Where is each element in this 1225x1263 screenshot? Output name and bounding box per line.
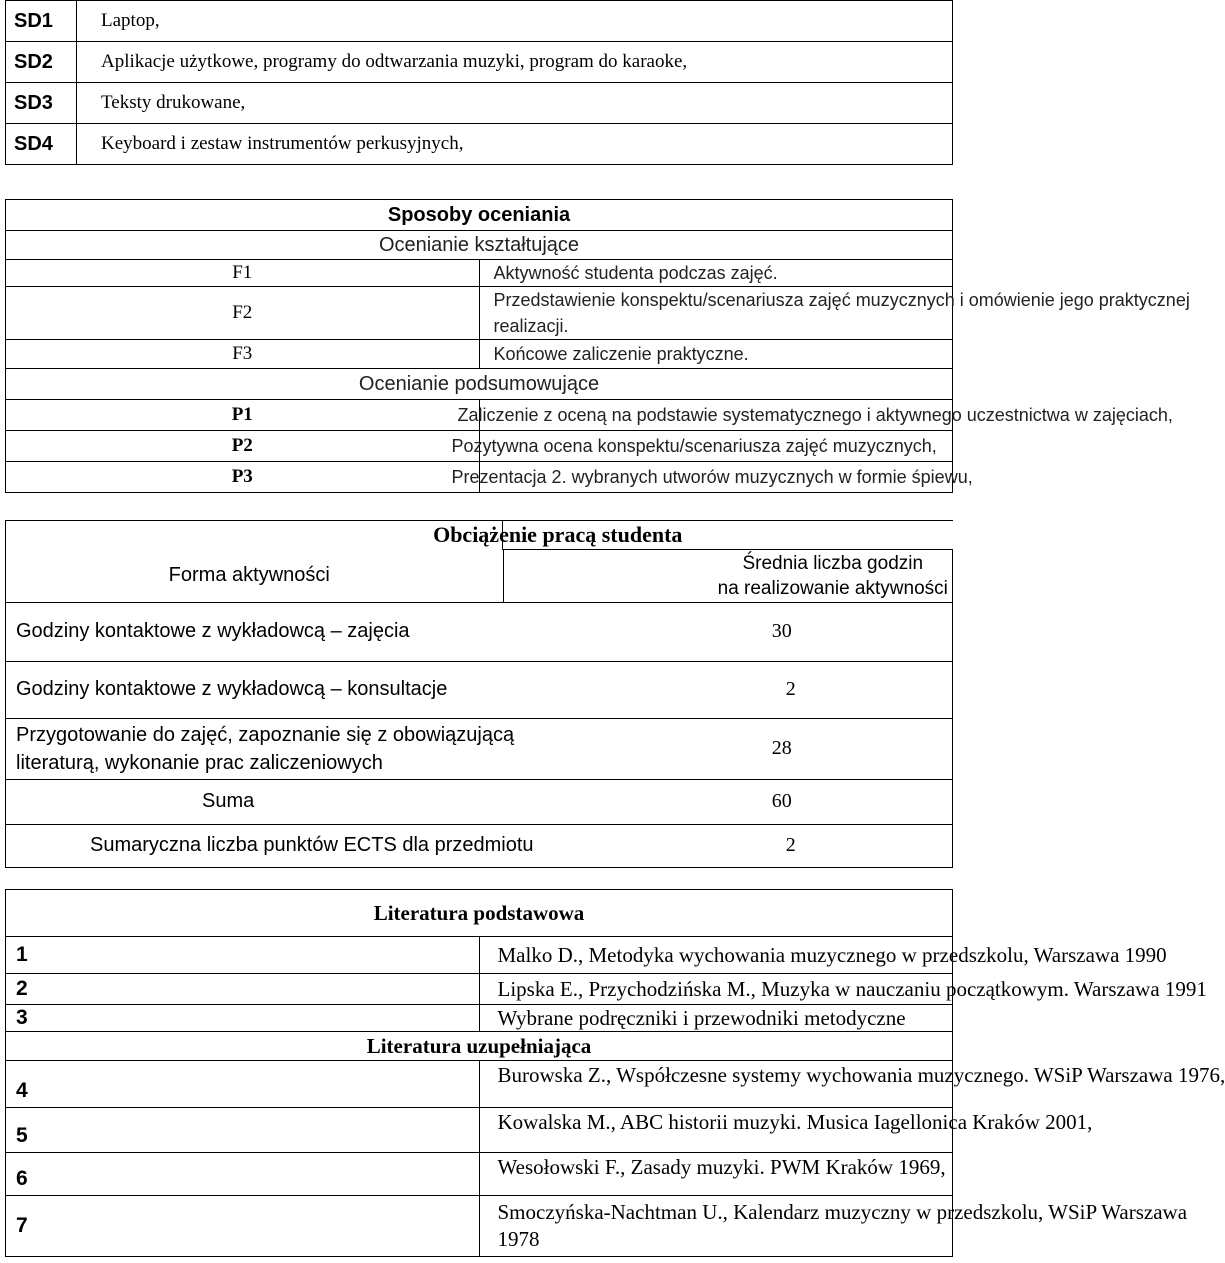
aid-code: SD1 — [6, 1, 77, 42]
workload-sum-label: Suma — [6, 779, 728, 824]
summative-title: Ocenianie podsumowujące — [6, 369, 953, 400]
table-row — [6, 1108, 953, 1153]
table-row — [6, 260, 953, 287]
assessment-text — [451, 462, 973, 493]
literature-text — [479, 1196, 1188, 1257]
aid-text: Keyboard i zestaw instrumentów perkusyjnych, — [77, 124, 953, 165]
literature-num: 5 — [6, 1108, 480, 1153]
assessment-text: Aktywność studenta podczas zajęć. — [479, 260, 953, 287]
table-row — [6, 1, 953, 42]
assessment-text-line: Zaliczenie z oceną na podstawie systematycznego i aktywnego uczestnictwa w zajęciach, — [457, 405, 1173, 425]
workload-title: Obciążenie pracą studenta — [433, 522, 683, 547]
assessment-text — [451, 431, 953, 462]
literature-text: Lipska E., Przychodzińska M., Muzyka w nauczaniu początkowym. Warszawa 1991 — [479, 974, 953, 1005]
aid-text: Aplikacje użytkowe, programy do odtwarzania muzyki, program do karaoke, — [77, 42, 953, 83]
assessment-text-line: Prezentacja 2. wybranych utworów muzycznych w formie śpiewu, — [451, 467, 973, 487]
basic-literature-title: Literatura podstawowa — [6, 890, 953, 937]
literature-text: Burowska Z., Współczesne systemy wychowania muzycznego. WSiP Warszawa 1976, — [479, 1061, 953, 1108]
table-row — [6, 890, 953, 937]
assessment-table — [5, 199, 1190, 493]
table-row — [6, 1196, 953, 1257]
assessment-code: F3 — [6, 340, 480, 369]
assessment-text-line: Pozytywna ocena konspektu/scenariusza zajęć muzycznych, — [451, 436, 937, 456]
supplementary-literature-title: Literatura uzupełniająca — [6, 1032, 953, 1061]
workload-col-hours: na realizowanie aktywności — [717, 577, 948, 599]
table-row — [6, 1061, 953, 1108]
formative-title: Ocenianie kształtujące — [6, 231, 953, 260]
literature-num: 4 — [6, 1061, 480, 1108]
literature-num: 7 — [6, 1196, 480, 1257]
assessment-code: P1 — [6, 400, 480, 431]
assessment-text — [479, 287, 1190, 340]
aid-code: SD4 — [6, 124, 77, 165]
workload-col-form: Forma aktywności — [168, 564, 330, 586]
table-row — [6, 550, 953, 603]
table-row — [6, 779, 953, 824]
assessment-text-line: Przedstawienie konspektu/scenariusza zajęć muzycznych i omówienie jego praktycznej — [493, 290, 1190, 310]
literature-text-line: 1978 — [497, 1227, 540, 1251]
assessment-text: Końcowe zaliczenie praktyczne. — [479, 340, 953, 369]
workload-hours: 2 — [728, 661, 953, 718]
assessment-text-line: realizacji. — [493, 316, 569, 336]
aid-code: SD2 — [6, 42, 77, 83]
assessment-code: P3 — [6, 462, 480, 493]
literature-num: 2 — [6, 974, 480, 1005]
table-row — [6, 200, 953, 231]
workload-spacer — [6, 521, 503, 550]
table-row — [6, 1153, 953, 1196]
literature-text-line: Smoczyńska-Nachtman U., Kalendarz muzyczny w przedszkolu, WSiP Warszawa — [497, 1200, 1188, 1224]
table-row — [6, 400, 953, 431]
literature-num: 3 — [6, 1005, 480, 1032]
aid-code: SD3 — [6, 83, 77, 124]
table-row — [6, 602, 953, 661]
table-row — [6, 1032, 953, 1061]
workload-sum-value: 60 — [728, 779, 953, 824]
table-row — [6, 231, 953, 260]
workload-table — [5, 520, 953, 868]
assessment-code: P2 — [6, 431, 480, 462]
literature-num: 6 — [6, 1153, 480, 1196]
table-row — [6, 462, 953, 493]
ects-value: 2 — [728, 824, 953, 867]
literature-num: 1 — [6, 937, 480, 974]
assessment-text — [457, 400, 1173, 431]
workload-label — [6, 718, 728, 779]
aid-text: Laptop, — [77, 1, 953, 42]
table-row — [6, 974, 953, 1005]
aid-text: Teksty drukowane, — [77, 83, 953, 124]
table-row — [6, 287, 953, 340]
literature-text: Wybrane podręczniki i przewodniki metodyczne — [479, 1005, 953, 1032]
table-row — [6, 718, 953, 779]
workload-col-hours: Średnia liczba godzin — [742, 552, 924, 574]
table-row — [6, 824, 953, 867]
workload-label: Godziny kontaktowe z wykładowcą – konsultacje — [6, 661, 728, 718]
workload-hours: 30 — [728, 602, 953, 661]
literature-text: Kowalska M., ABC historii muzyki. Musica Iagellonica Kraków 2001, — [479, 1108, 953, 1153]
table-row — [6, 521, 953, 550]
workload-hours: 28 — [728, 718, 953, 779]
table-row — [6, 661, 953, 718]
assessment-code: F2 — [6, 287, 480, 340]
table-row — [6, 124, 953, 165]
literature-table — [5, 889, 1225, 1257]
workload-label: Godziny kontaktowe z wykładowcą – zajęcia — [6, 602, 728, 661]
table-row — [6, 340, 953, 369]
literature-text: Malko D., Metodyka wychowania muzycznego w przedszkolu, Warszawa 1990 — [479, 937, 953, 974]
table-row — [6, 431, 953, 462]
workload-label-line: Przygotowanie do zajęć, zapoznanie się z obowiązującą — [16, 723, 515, 746]
teaching-aids-table — [5, 0, 953, 165]
workload-label-line: literaturą, wykonanie prac zaliczeniowych — [16, 751, 383, 774]
table-row — [6, 937, 953, 974]
table-row — [6, 369, 953, 400]
ects-label: Sumaryczna liczba punktów ECTS dla przedmiotu — [6, 824, 728, 867]
assessment-code: F1 — [6, 260, 480, 287]
literature-text: Wesołowski F., Zasady muzyki. PWM Kraków 1969, — [479, 1153, 953, 1196]
assessment-title: Sposoby oceniania — [6, 200, 953, 231]
table-row — [6, 1005, 953, 1032]
table-row — [6, 42, 953, 83]
table-row — [6, 83, 953, 124]
